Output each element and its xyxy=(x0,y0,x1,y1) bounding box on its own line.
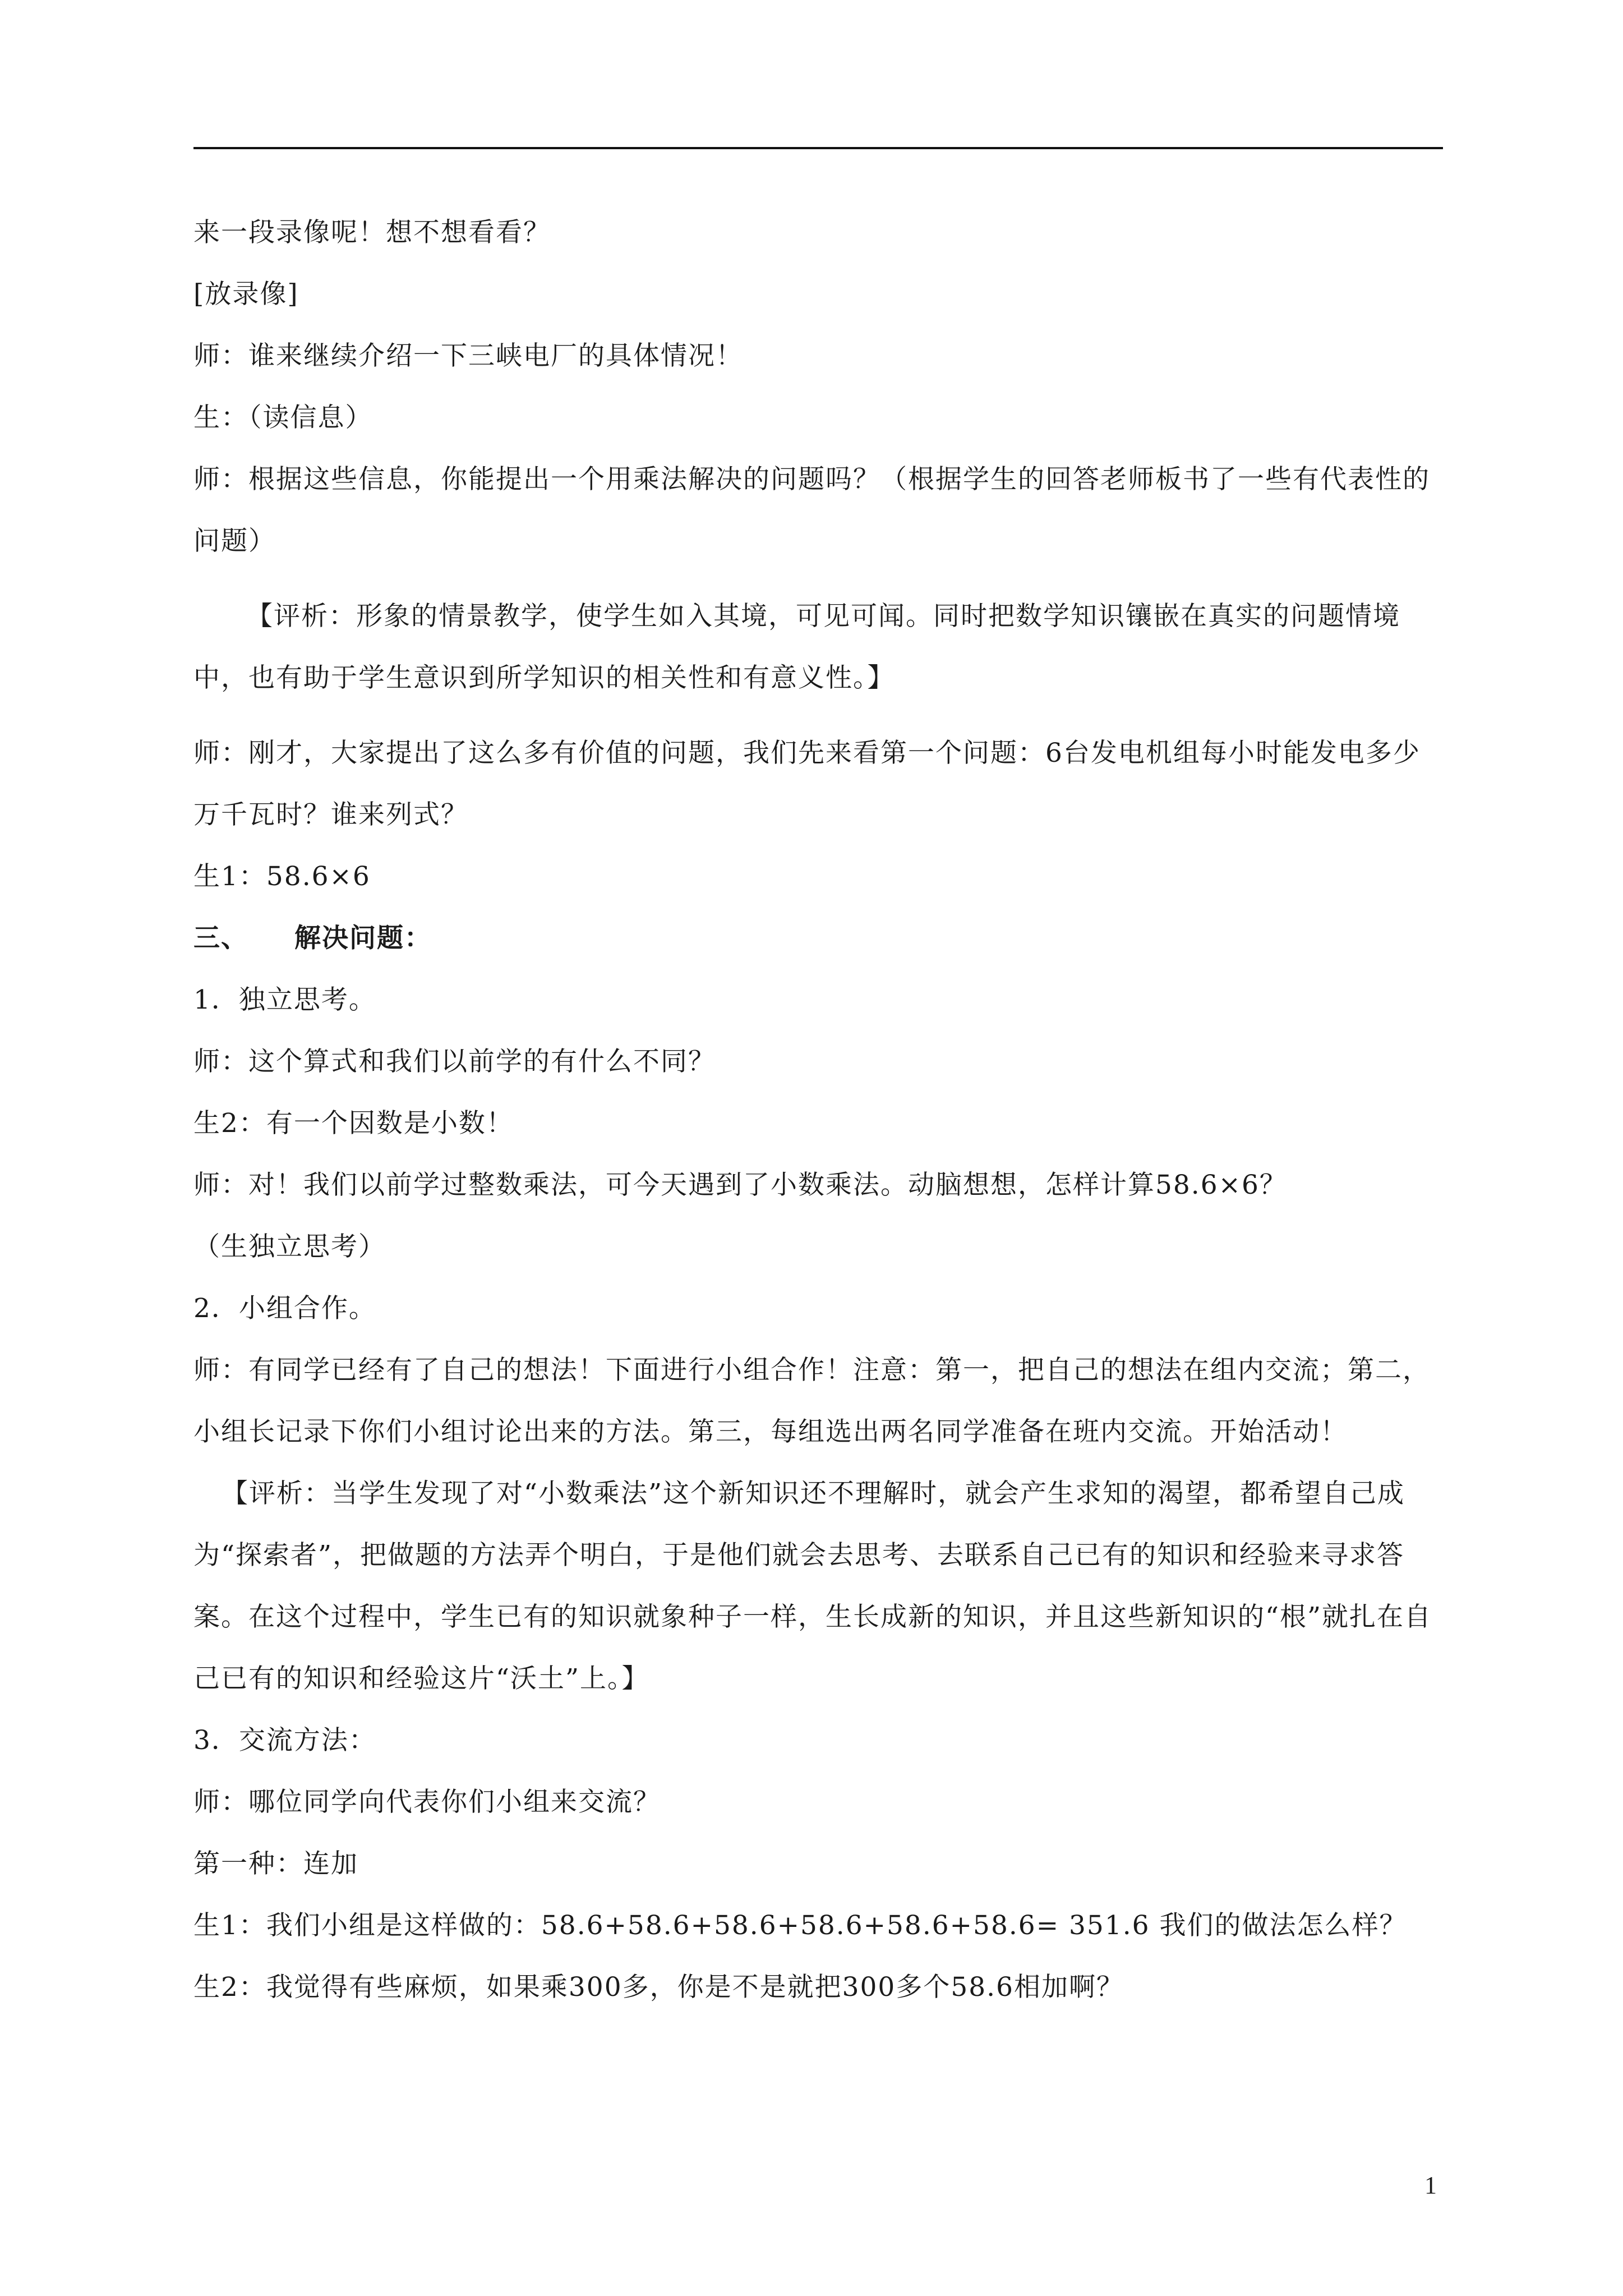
paragraph: 1．独立思考。 xyxy=(193,984,376,1015)
paragraph: 师：刚才，大家提出了这么多有价值的问题，我们先来看第一个问题：6台发电机组每小时能发电多少万千瓦时？谁来列式？ xyxy=(193,738,1421,830)
paragraph: 生：（读信息） xyxy=(193,402,373,433)
paragraph: 生1：我们小组是这样做的：58.6+58.6+58.6+58.6+58.6+58.6= 351.6 我们的做法怎么样？ xyxy=(193,1910,1407,1941)
paragraph: [放录像] xyxy=(193,279,299,310)
paragraph: 师：谁来继续介绍一下三峡电厂的具体情况！ xyxy=(193,341,743,371)
paragraph: （生独立思考） xyxy=(193,1231,386,1262)
commentary-paragraph: 【评析：形象的情景教学，使学生如入其境，可见可闻。同时把数学知识镶嵌在真实的问题情境中，也有助于学生意识到所学知识的相关性和有意义性。】 xyxy=(193,601,1400,693)
commentary-paragraph: 【评析：当学生发现了对“小数乘法”这个新知识还不理解时，就会产生求知的渴望，都希望自己成为“探索者”，把做题的方法弄个明白，于是他们就会去思考、去联系自己已有的知识和经验来寻求答案。在这个过程中，学生已有的知识就象种子一样，生长成新的知识，并且这些新知识的“根”就扎在自己已有的知识和经验这片“沃土”上。】 xyxy=(193,1478,1432,1694)
section-heading-title: 解决问题： xyxy=(294,923,432,954)
section-heading-number: 三、 xyxy=(193,923,248,954)
page-number: 1 xyxy=(1424,2171,1437,2199)
document-body xyxy=(193,202,1443,2018)
paragraph: 生1：58.6×6 xyxy=(193,861,371,892)
paragraph: 师：哪位同学向代表你们小组来交流？ xyxy=(193,1787,661,1818)
paragraph: 2．小组合作。 xyxy=(193,1293,376,1324)
paragraph: 第一种：连加 xyxy=(193,1848,358,1879)
paragraph: 3．交流方法： xyxy=(193,1725,376,1756)
paragraph: 师：这个算式和我们以前学的有什么不同？ xyxy=(193,1046,716,1077)
paragraph: 生2：有一个因数是小数！ xyxy=(193,1108,514,1139)
paragraph: 师：根据这些信息，你能提出一个用乘法解决的问题吗？（根据学生的回答老师板书了一些有代表性的问题） xyxy=(193,464,1430,556)
paragraph: 师：有同学已经有了自己的想法！下面进行小组合作！注意：第一，把自己的想法在组内交流；第二，小组长记录下你们小组讨论出来的方法。第三，每组选出两名同学准备在班内交流。开始活动！ xyxy=(193,1355,1430,1447)
paragraph: 来一段录像呢！想不想看看？ xyxy=(193,217,551,248)
paragraph: 师：对！我们以前学过整数乘法，可今天遇到了小数乘法。动脑想想，怎样计算58.6×6？ xyxy=(193,1170,1287,1200)
section-heading xyxy=(193,908,1443,969)
paragraph: 生2：我觉得有些麻烦，如果乘300多，你是不是就把300多个58.6相加啊？ xyxy=(193,1972,1124,2003)
header-rule xyxy=(193,147,1443,149)
